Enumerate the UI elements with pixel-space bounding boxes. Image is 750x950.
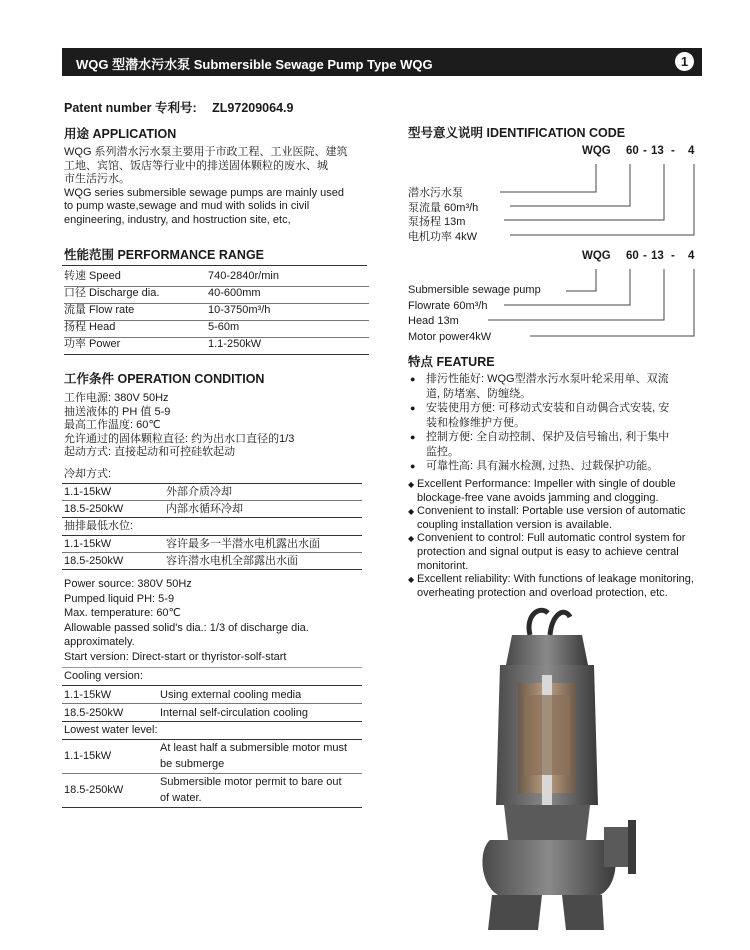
code-dash: - xyxy=(643,250,647,262)
page-title: WQG 型潜水污水泵 Submersible Sewage Pump Type WQG xyxy=(76,57,433,72)
operation-en-line: Allowable passed solid's dia.: 1/3 of discharge dia. xyxy=(64,621,309,634)
performance-label: 口径 Discharge dia. xyxy=(64,287,160,299)
method-cell: 内部水循环冷却 xyxy=(166,503,243,515)
method-cell: 容许最多一半潜水电机露出水面 xyxy=(166,538,320,550)
application-text xyxy=(64,146,369,227)
application-en-line: engineering, industry, and hostruction site, etc, xyxy=(64,213,291,226)
code-dash: - xyxy=(643,145,647,157)
performance-label: 转速 Speed xyxy=(64,270,121,282)
performance-value: 5-60m xyxy=(208,321,240,333)
method-cell: be submerge xyxy=(160,758,225,770)
flange-plate xyxy=(628,820,636,874)
method-cell: Using external cooling media xyxy=(160,689,302,701)
operation-en-line: Pumped liquid PH: 5-9 xyxy=(64,592,175,605)
table-row xyxy=(62,466,362,484)
feature-en-item: ◆ Convenient to control: Full automatic control system for protection and signal output is easy to achieve central monitorint. xyxy=(408,532,713,573)
performance-value: 40-600mm xyxy=(208,287,261,299)
table-row xyxy=(64,320,369,337)
table-row xyxy=(62,484,362,501)
code-label: Flowrate 60m³/h xyxy=(408,299,488,312)
patent-number: ZL97209064.9 xyxy=(212,101,294,115)
operation-zh-line: 起动方式: 直接起动和可控硅软起动 xyxy=(64,446,236,458)
feature-en-list xyxy=(408,478,713,600)
pump-cutaway-illustration xyxy=(470,605,640,935)
connector-line xyxy=(530,269,694,336)
range-cell: 18.5-250kW xyxy=(64,784,124,796)
pump-base xyxy=(488,895,542,930)
performance-value: 1.1-250kW xyxy=(208,338,262,350)
operation-en-line: Max. temperature: 60℃ xyxy=(64,607,181,619)
cooling-zh-label: 冷却方式: xyxy=(64,468,112,480)
code-flow: 60 xyxy=(626,250,639,262)
code-flow: 60 xyxy=(626,145,639,157)
feature-zh-item: ● 可靠性高: 具有漏水检测, 过热、过载保护功能。 xyxy=(408,459,708,474)
range-cell: 1.1-15kW xyxy=(64,689,112,701)
code-label: 电机功率 4kW xyxy=(408,230,478,243)
method-cell: At least half a submersible motor must xyxy=(160,742,348,754)
table-row xyxy=(62,553,362,570)
feature-en-item: ◆ Convenient to install: Portable use version of automatic coupling installation version is available. xyxy=(408,505,713,532)
operation-en-line: approximately. xyxy=(64,636,135,648)
performance-label: 扬程 Head xyxy=(64,321,116,333)
performance-value: 740-2840r/min xyxy=(208,270,279,282)
table-row xyxy=(62,704,362,722)
cable xyxy=(529,610,548,635)
operation-heading: 工作条件 OPERATION CONDITION xyxy=(64,372,265,386)
table-row xyxy=(62,686,362,704)
performance-table xyxy=(64,270,369,355)
range-cell: 18.5-250kW xyxy=(64,555,124,567)
cooling-zh-table xyxy=(62,466,362,570)
operation-zh-text xyxy=(64,392,369,460)
operation-en-text xyxy=(64,577,369,664)
identification-heading: 型号意义说明 IDENTIFICATION CODE xyxy=(408,126,626,140)
code-label: Submersible sewage pump xyxy=(408,284,541,296)
divider xyxy=(62,265,367,266)
method-cell: 外部介质冷却 xyxy=(166,486,232,498)
range-cell: 18.5-250kW xyxy=(64,707,124,719)
cooling-en-table xyxy=(62,667,362,808)
operation-en-line: Start version: Direct-start or thyristor-solf-start xyxy=(64,650,287,663)
table-row xyxy=(64,286,369,303)
feature-en-item: ◆ Excellent Performance: Impeller with single of double blockage-free vane avoids jamming and clogging. xyxy=(408,478,713,505)
table-row xyxy=(62,518,362,536)
range-cell: 18.5-250kW xyxy=(64,503,124,515)
application-heading: 用途 APPLICATION xyxy=(64,127,177,141)
table-row xyxy=(64,270,369,286)
operation-zh-line: 最高工作温度: 60℃ xyxy=(64,419,161,431)
code-dash: - xyxy=(671,145,675,157)
feature-zh-item: ● 控制方便: 全自动控制、保护及信号输出, 利于集中 监控。 xyxy=(408,430,708,459)
code-power: 4 xyxy=(688,145,695,157)
application-zh-line: WQG 系列潜水污水泵主要用于市政工程、工业医院、建筑 xyxy=(64,146,348,158)
lowest-zh-label: 抽排最低水位: xyxy=(64,520,134,532)
operation-zh-line: 抽送液体的 PH 值 5-9 xyxy=(64,405,171,418)
motor-cap xyxy=(506,635,588,665)
code-label: 潜水污水泵 xyxy=(408,187,463,199)
feature-en-item: ◆ Excellent reliability: With functions of leakage monitoring, overheating protection and overload protection, etc. xyxy=(408,573,713,600)
connector-line xyxy=(510,164,630,206)
connector-line xyxy=(510,164,694,235)
patent-label: Patent number 专利号: xyxy=(64,101,197,115)
feature-heading: 特点 FEATURE xyxy=(408,355,495,369)
table-row xyxy=(62,667,362,686)
range-cell: 1.1-15kW xyxy=(64,486,112,498)
code-labels-zh xyxy=(408,186,478,244)
code-label: 泵扬程 13m xyxy=(408,216,466,228)
method-cell: of water. xyxy=(160,792,202,804)
table-row xyxy=(64,337,369,355)
feature-zh-item: ● 排污性能好: WQG型潜水污水泵叶轮采用单、双流 道, 防堵塞、防缠绕。 xyxy=(408,372,708,401)
table-row xyxy=(62,722,362,740)
volute-casing xyxy=(482,840,615,895)
table-row xyxy=(64,303,369,320)
code-connector-lines-zh xyxy=(480,160,720,245)
code-head: 13 xyxy=(651,145,664,157)
code-dash: - xyxy=(671,250,675,262)
lowest-en-label: Lowest water level: xyxy=(64,724,158,736)
method-cell: Submersible motor permit to bare out xyxy=(160,776,342,788)
performance-label: 功率 Power xyxy=(64,338,121,350)
range-cell: 1.1-15kW xyxy=(64,538,112,550)
code-label: Head 13m xyxy=(408,315,459,327)
table-row xyxy=(62,774,362,808)
connector-line xyxy=(566,269,596,291)
operation-zh-line: 工作电源: 380V 50Hz xyxy=(64,392,169,404)
rotor xyxy=(524,695,570,775)
cooling-en-label: Cooling version: xyxy=(64,670,143,682)
feature-zh-item: ● 安装使用方便: 可移动式安装和自动偶合式安装, 安 装和检修维护方便。 xyxy=(408,401,708,430)
operation-en-line: Power source: 380V 50Hz xyxy=(64,578,192,590)
code-label: 泵流量 60m³/h xyxy=(408,201,479,214)
table-row xyxy=(62,501,362,518)
application-zh-line: 市生活污水。 xyxy=(64,173,130,185)
code-power: 4 xyxy=(688,250,695,262)
table-row xyxy=(62,740,362,774)
application-en-line: to pump waste,sewage and mud with solids in civil xyxy=(64,200,310,212)
method-cell: Internal self-circulation cooling xyxy=(160,707,308,719)
code-label: Motor power4kW xyxy=(408,330,492,343)
application-zh-line: 工地、宾馆、饭店等行业中的排送固体颗粒的废水、城 xyxy=(64,159,328,172)
code-model: WQG xyxy=(582,250,611,262)
code-model: WQG xyxy=(582,145,611,157)
method-cell: 容许潜水电机全部露出水面 xyxy=(166,555,298,567)
feature-zh-list xyxy=(408,372,708,474)
seal-chamber xyxy=(504,805,590,840)
application-en-line: WQG series submersible sewage pumps are mainly used xyxy=(64,186,345,199)
performance-label: 流量 Flow rate xyxy=(64,304,135,316)
performance-value: 10-3750m³/h xyxy=(208,304,271,316)
connector-line xyxy=(500,164,596,192)
header-banner xyxy=(62,48,702,76)
table-row xyxy=(62,536,362,553)
code-connector-lines-en xyxy=(480,265,720,345)
connector-line xyxy=(488,269,664,320)
patent-line xyxy=(64,98,293,116)
operation-zh-line: 允许通过的固体颗粒直径: 约为出水口直径的1/3 xyxy=(64,432,295,445)
code-head: 13 xyxy=(651,250,664,262)
pump-base xyxy=(562,895,604,930)
range-cell: 1.1-15kW xyxy=(64,750,112,762)
performance-heading: 性能范围 PERFORMANCE RANGE xyxy=(64,248,265,262)
connector-line xyxy=(504,269,630,305)
cable xyxy=(550,612,570,635)
page-number-badge: 1 xyxy=(675,52,694,71)
